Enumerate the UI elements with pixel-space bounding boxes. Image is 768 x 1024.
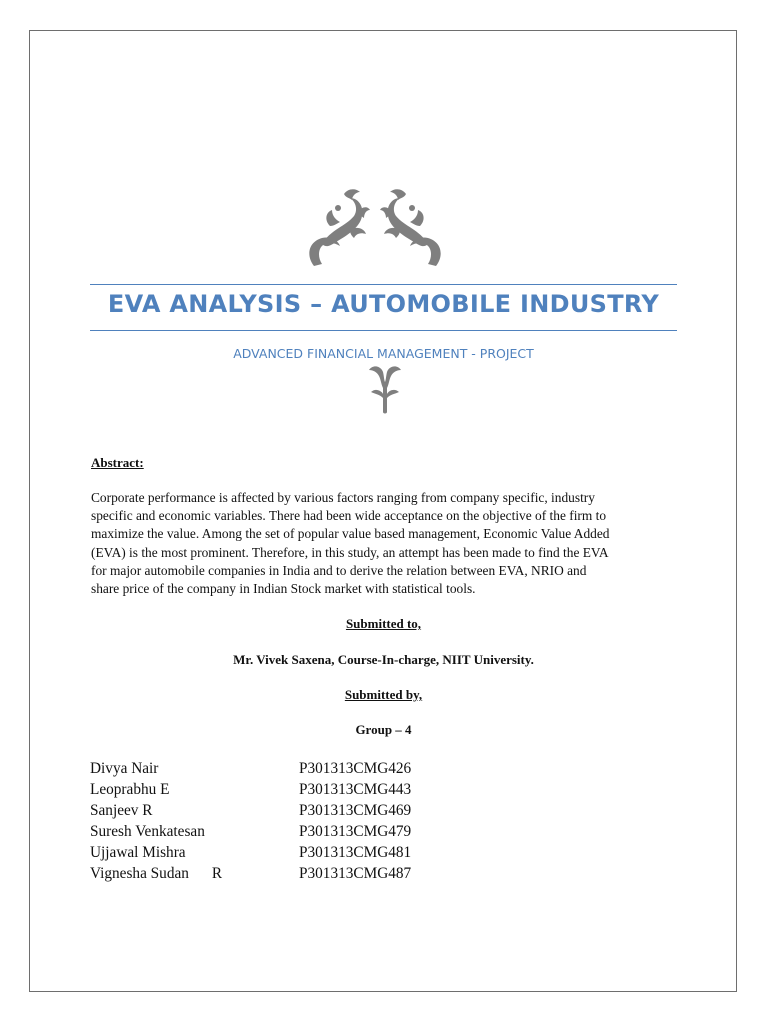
- abstract-line: specific and economic variables. There had been wide acceptance on the objective of the firm to: [91, 508, 607, 524]
- fleuron-ornament-icon: [367, 362, 403, 416]
- title-rule-top: [90, 284, 677, 285]
- member-name: Divya Nair: [90, 760, 159, 777]
- abstract-line: for major automobile companies in India and to derive the relation between EVA, NRIO and: [91, 562, 587, 578]
- title-rule-bottom: [90, 330, 677, 331]
- member-id: P301313CMG481: [299, 844, 412, 861]
- member-row: [90, 842, 490, 863]
- member-row: [90, 863, 490, 884]
- abstract-heading: Abstract:: [91, 455, 144, 470]
- abstract-line: Corporate performance is affected by various factors ranging from company specific, industry: [91, 490, 595, 505]
- submitted-by-label: Submitted by,: [344, 687, 423, 702]
- group-label: Group – 4: [355, 722, 412, 737]
- member-name: Suresh Venkatesan: [90, 823, 205, 840]
- member-row: [90, 821, 490, 842]
- submitted-to-label: Submitted to,: [345, 616, 422, 631]
- member-row: [90, 758, 490, 779]
- floral-ornament-icon: [300, 186, 450, 272]
- document-title: EVA ANALYSIS – AUTOMOBILE INDUSTRY: [107, 290, 660, 318]
- member-list: [90, 758, 490, 884]
- abstract-line: maximize the value. Among the set of popular value based management, Economic Value Added: [91, 526, 610, 542]
- member-name: Leoprabhu E: [90, 781, 170, 798]
- member-name: Ujjawal Mishra: [90, 844, 186, 861]
- member-row: [90, 779, 490, 800]
- supervisor-line: Mr. Vivek Saxena, Course-In-charge, NIIT University.: [233, 652, 534, 667]
- member-row: [90, 800, 490, 821]
- member-name: Vignesha Sudan R: [90, 865, 223, 882]
- document-subtitle: ADVANCED FINANCIAL MANAGEMENT - PROJECT: [233, 346, 534, 361]
- member-id: P301313CMG426: [299, 760, 412, 777]
- member-id: P301313CMG469: [299, 802, 412, 819]
- abstract-line: share price of the company in Indian Stock market with statistical tools.: [91, 581, 476, 597]
- abstract-line: (EVA) is the most prominent. Therefore, in this study, an attempt has been made to find the EVA: [91, 544, 609, 560]
- member-name: Sanjeev R: [90, 802, 153, 819]
- member-id: P301313CMG487: [299, 865, 412, 882]
- abstract-paragraph: [91, 489, 681, 598]
- member-id: P301313CMG443: [299, 781, 412, 798]
- member-id: P301313CMG479: [299, 823, 412, 840]
